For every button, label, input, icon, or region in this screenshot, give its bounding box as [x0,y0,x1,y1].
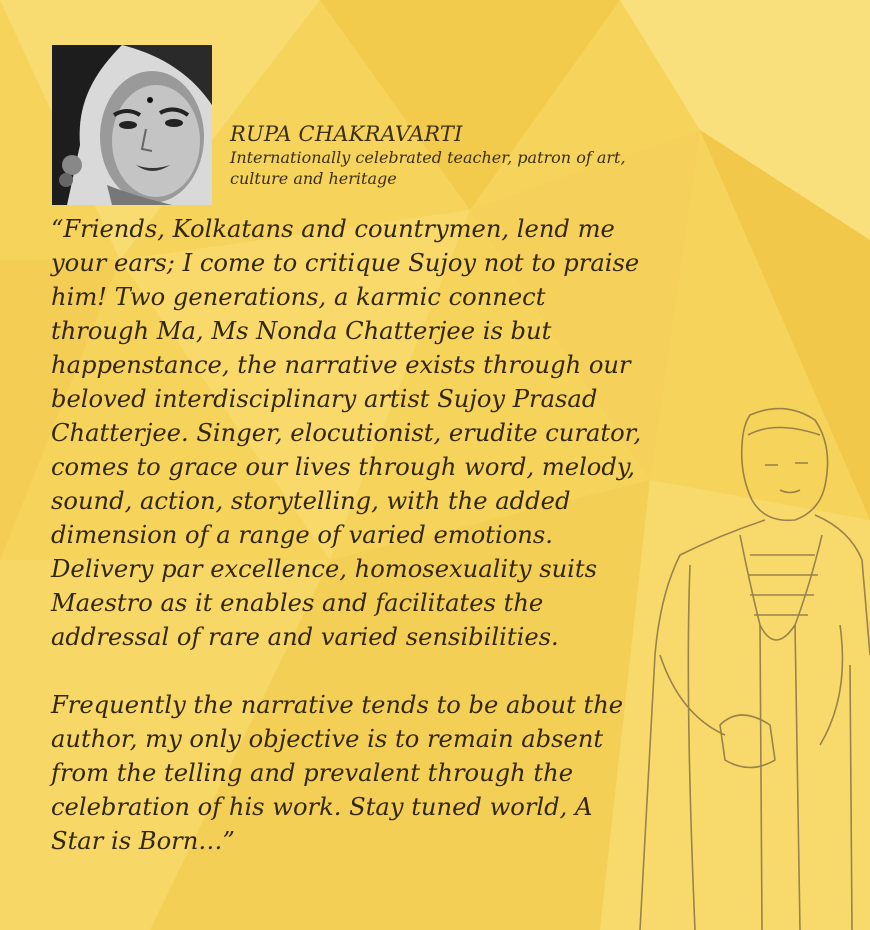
author-portrait [52,45,212,205]
author-description: Internationally celebrated teacher, patron of art, culture and heritage [230,148,626,188]
author-byline [230,121,670,189]
portrait-image [52,45,212,205]
quote-paragraph: Frequently the narrative tends to be about the author, my only objective is to remain absent from the telling and prevalent through the celebration of his work. Stay tuned world, A Star is Born…” [51,691,624,855]
figure-sketch-illustration [600,395,870,930]
author-name: RUPA CHAKRAVARTI [230,122,463,146]
quote-paragraph: “Friends, Kolkatans and countrymen, lend me your ears; I come to critique Sujoy not to praise him! Two generations, a karmic connect through Ma, Ms Nonda Chatterjee is but happenstance, the narrative exists through our beloved interdisciplinary artist Sujoy Prasad Chatterjee. Singer, elocutionist, erudite curator, comes to grace our lives through word, melody, sound, action, storytelling, with the added dimension of a range of varied emotions. Delivery par excellence, homosexuality suits Maestro as it enables and facilitates the addressal of rare and varied sensibilities. [51,215,642,651]
testimonial-quote [51,212,651,858]
